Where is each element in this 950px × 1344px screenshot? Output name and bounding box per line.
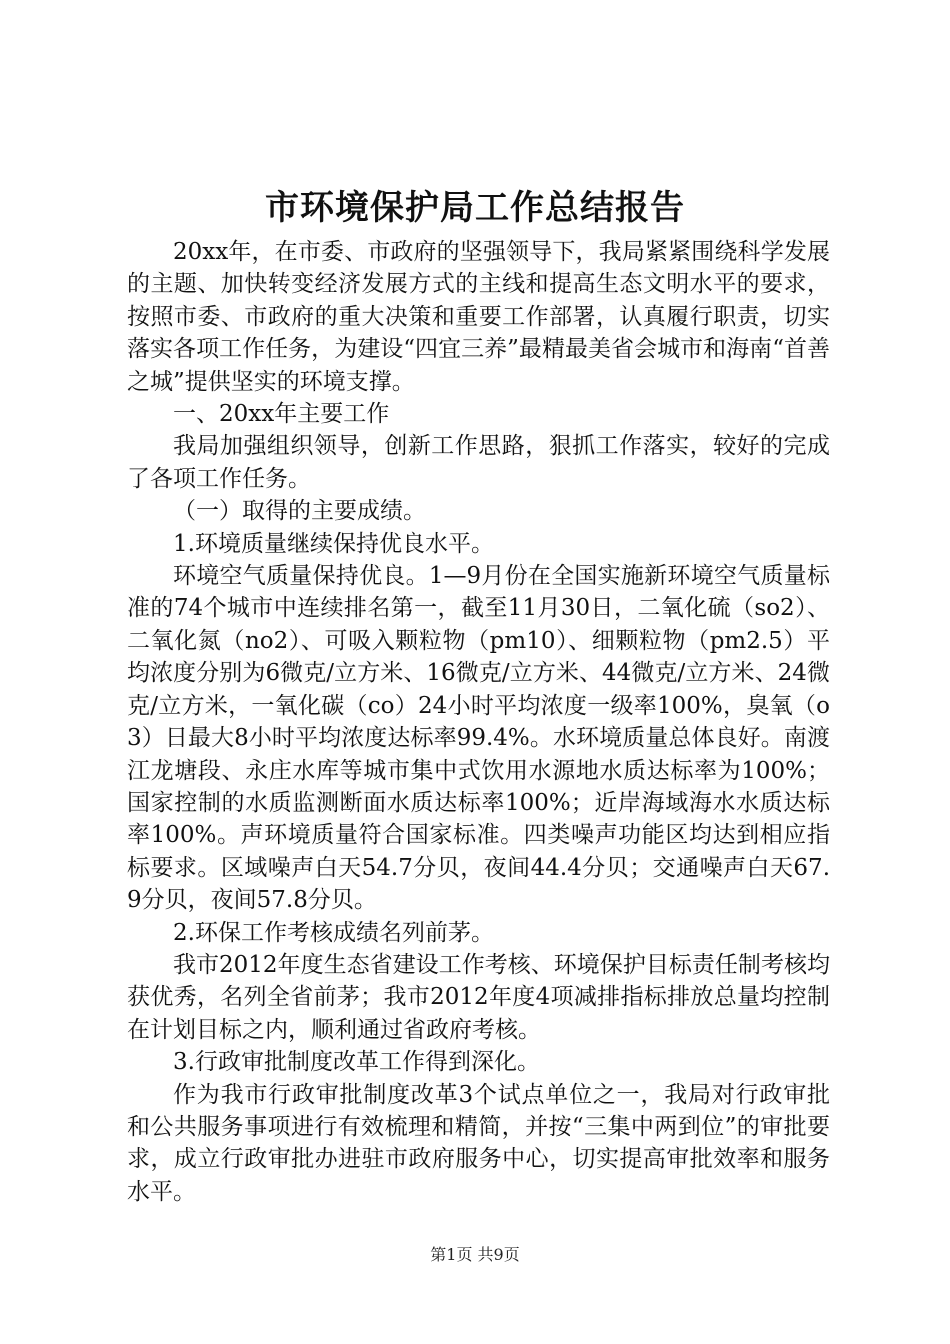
page-footer: 第1页 共9页: [430, 1245, 520, 1264]
page-title: 市环境保护局工作总结报告: [265, 188, 685, 228]
item-paragraph-3: 作为我市行政审批制度改革3个试点单位之一，我局对行政审批和公共服务事项进行有效梳理和精简，并按“三集中两到位”的审批要求，成立行政审批办进驻市政府服务中心，切实提高审批效率和服务水平。: [127, 1081, 830, 1205]
item-heading-2: 2.环保工作考核成绩名列前茅。: [173, 919, 494, 946]
section-summary-paragraph: 我局加强组织领导，创新工作思路，狠抓工作落实，较好的完成了各项工作任务。: [127, 433, 830, 492]
intro-paragraph: 20xx年，在市委、市政府的坚强领导下，我局紧紧围绕科学发展的主题、加快转变经济发展方式的主线和提高生态文明水平的要求，按照市委、市政府的重大决策和重要工作部署，认真履行职责，切实落实各项工作任务，为建设“四宜三养”最精最美省会城市和海南“首善之城”提供坚实的环境支撑。: [127, 239, 830, 395]
section-heading: 一、20xx年主要工作: [173, 401, 390, 428]
subsection-heading: （一）取得的主要成绩。: [173, 498, 426, 525]
document-body: [127, 236, 830, 1208]
item-heading-3: 3.行政审批制度改革工作得到深化。: [173, 1049, 540, 1076]
item-paragraph-2: 我市2012年度生态省建设工作考核、环境保护目标责任制考核均获优秀，名列全省前茅；我市2012年度4项减排指标排放总量均控制在计划目标之内，顺利通过省政府考核。: [127, 951, 830, 1043]
item-paragraph-1: 环境空气质量保持优良。1—9月份在全国实施新环境空气质量标准的74个城市中连续排名第一，截至11月30日，二氧化硫（so2）、二氧化氮（no2）、可吸入颗粒物（pm10）、细颗粒物（pm2.5）平均浓度分别为6微克/立方米、16微克/立方米、44微克/立方米、24微克/立方米，一氧化碳（co）24小时平均浓度一级率100%，臭氧（o3）日最大8小时平均浓度达标率99.4%。水环境质量总体良好。南渡江龙塘段、永庄水库等城市集中式饮用水源地水质达标率为100%；国家控制的水质监测断面水质达标率100%；近岸海域海水水质达标率100%。声环境质量符合国家标准。四类噪声功能区均达到相应指标要求。区域噪声白天54.7分贝，夜间44.4分贝；交通噪声白天67.9分贝，夜间57.8分贝。: [127, 563, 830, 914]
item-heading-1: 1.环境质量继续保持优良水平。: [173, 530, 494, 557]
